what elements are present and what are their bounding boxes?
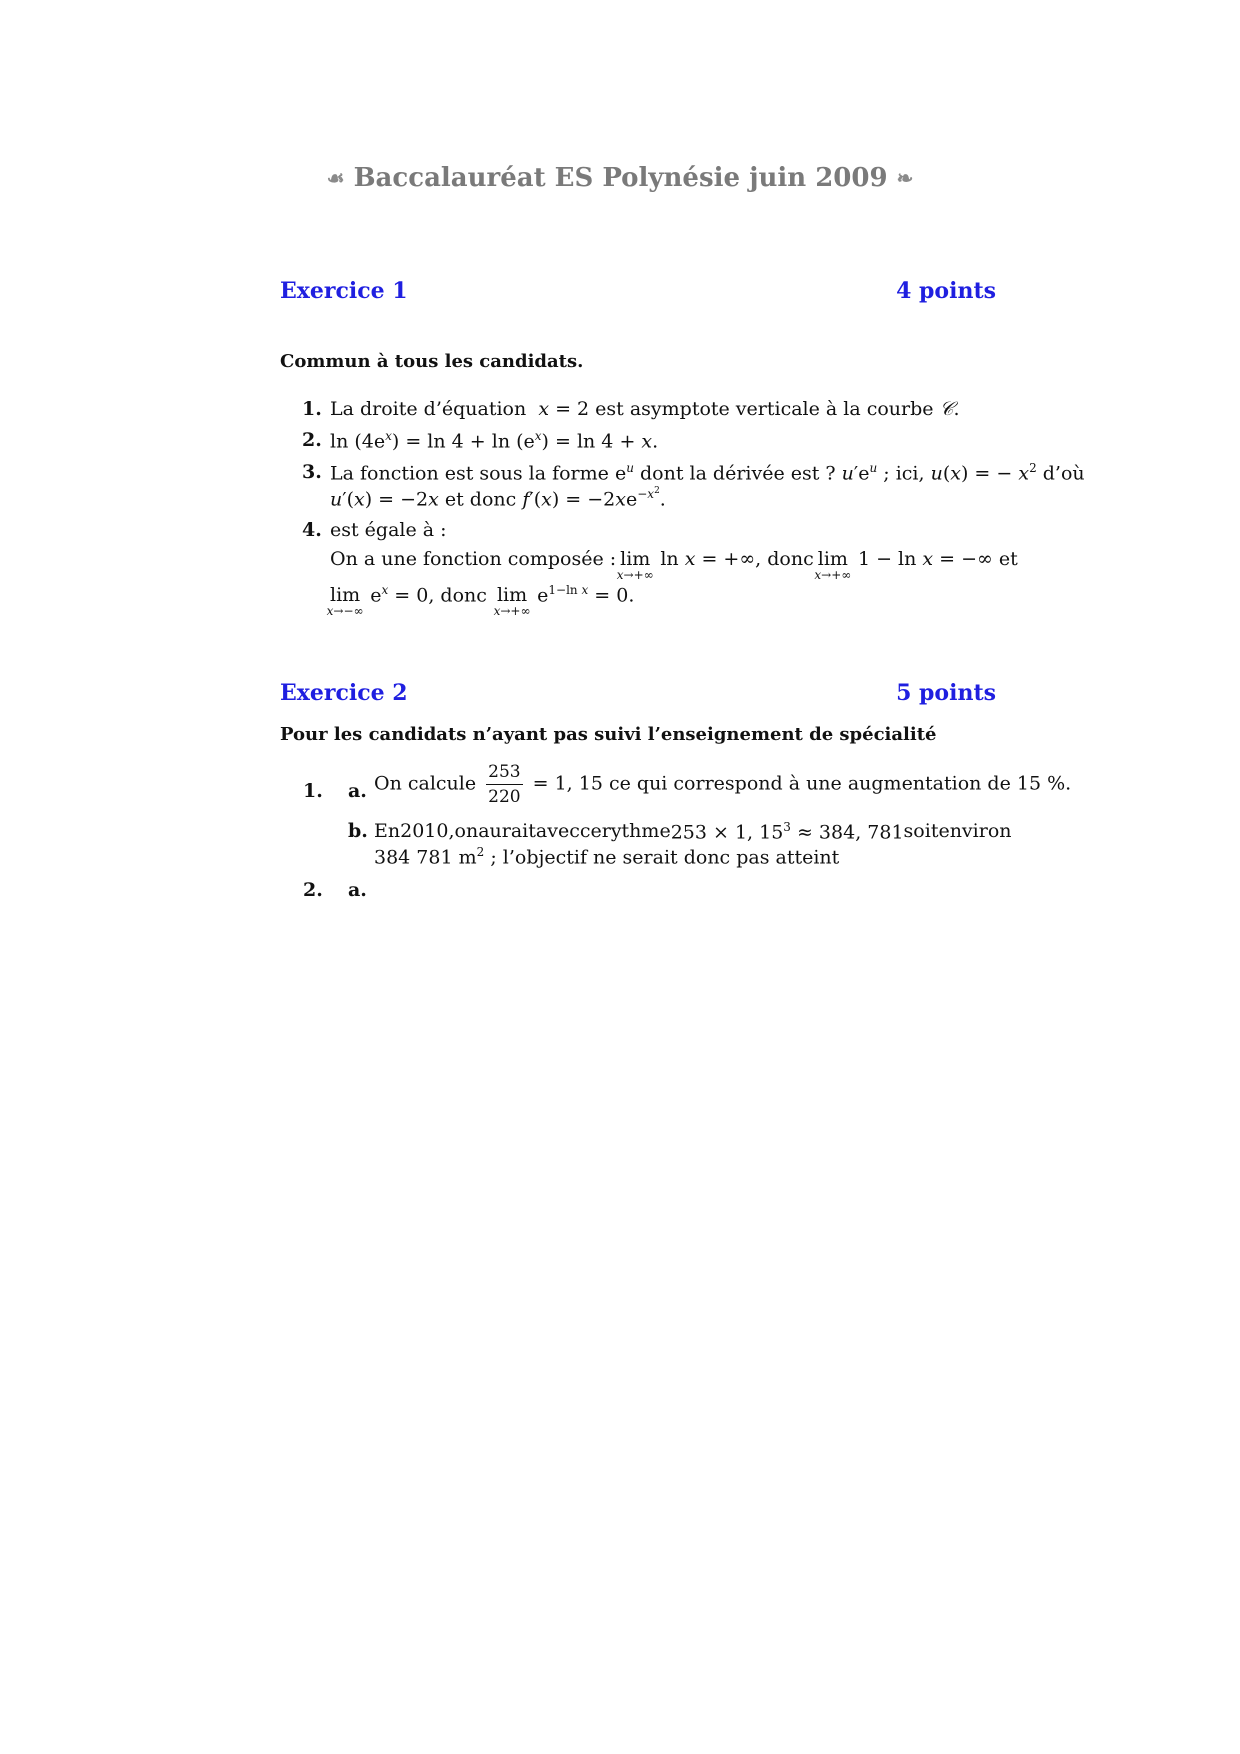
fleuron-left-icon: ☙ <box>326 166 345 190</box>
exercise-1-subtitle: Commun à tous les candidats. <box>280 351 584 372</box>
item-number: 3. <box>302 461 322 483</box>
exercise-2-points: 5 points <box>896 680 996 706</box>
item-number: 1. <box>303 780 323 802</box>
page-title-text: Baccalauréat ES Polynésie juin 2009 <box>353 163 888 193</box>
exercise-2-item-1b-line-1: En 2010, on aurait avec ce rythme 253 × 1, $15^3 \approx 384$, 781 soit environ <box>374 820 1012 844</box>
item-number: 2. <box>303 879 323 901</box>
item-number: 2. <box>302 429 322 451</box>
exercise-1-title: Exercice 1 <box>280 278 408 304</box>
item-number: 1. <box>302 398 322 420</box>
exercise-2-subtitle: Pour les candidats n’ayant pas suivi l’enseignement de spécialité <box>280 724 937 745</box>
part-label: b. <box>348 820 368 842</box>
exercise-1-item-3-line-2: u′(x) = −2x et donc $f'(x) = -2xe^{-x^2}$. <box>330 486 666 511</box>
exercise-1-header <box>280 278 996 304</box>
exercise-1-item-3-line-1: La fonction est sous la forme $e^u$ dont la dérivée est ? $u'e^u$ ; ici, u(x) = − $x^2$ d’où <box>330 461 1085 485</box>
exercise-1-item-4-line-2: On a une fonction composée : lim x→+∞ ln x = +∞, donc lim x→+∞ 1 − ln x = −∞ et <box>330 548 1018 582</box>
part-label: a. <box>348 780 367 802</box>
exercise-2-item-1b-line-2: 384 781 $m^2$ ; l’objectif ne serait donc pas atteint <box>374 845 840 869</box>
exercise-1-item-2-text: $\ln (4e^x) = \ln 4 + \ln (e^x) = \ln 4 + x$. <box>330 429 659 453</box>
exercise-2-item-1a-text: On calcule $\frac{253}{220}$ = 1, 15 ce qui correspond à une augmentation de 15 %. <box>374 762 1072 807</box>
exercise-1-points: 4 points <box>896 278 996 304</box>
part-label: a. <box>348 879 367 901</box>
item-number: 4. <box>302 519 322 541</box>
fleuron-right-icon: ❧ <box>896 166 914 190</box>
page-title <box>0 163 1240 193</box>
exercise-2-title: Exercice 2 <box>280 680 408 706</box>
exercise-1-item-1-text: La droite d’équation x = 2 est asymptote verticale à la courbe 𝒞. <box>330 398 960 420</box>
exercise-1-item-4-line-3: lim x→−∞ $e^x = 0$, donc lim x→+∞ $e^{1-ln x} = 0$. <box>326 583 635 619</box>
exercise-2-header <box>280 680 996 706</box>
exercise-1-item-4-text: est égale à : <box>330 519 447 541</box>
